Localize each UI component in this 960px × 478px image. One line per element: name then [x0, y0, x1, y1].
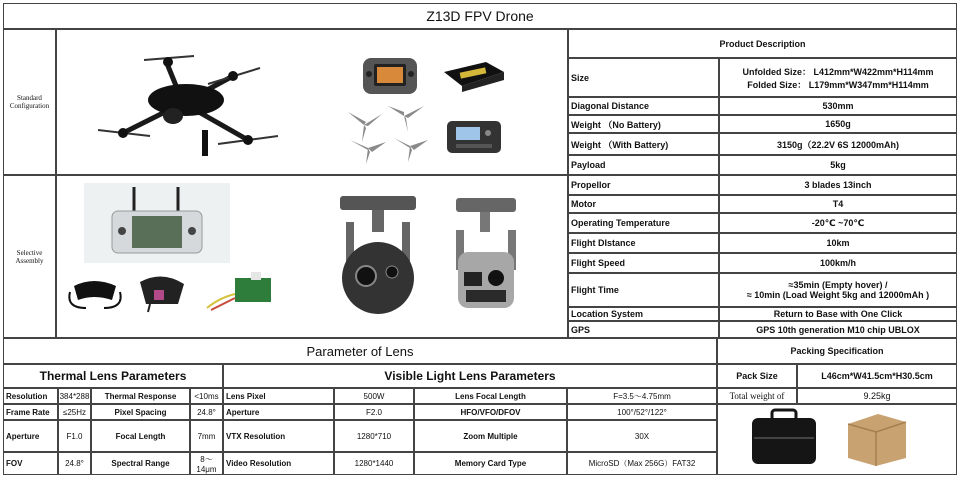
product-value: -20℃ ~70℃ — [719, 213, 957, 233]
lens-cell: 24.8° — [58, 452, 91, 475]
product-value: 10km — [719, 233, 957, 253]
product-label: Location System — [568, 307, 719, 321]
lens-cell: Zoom Multiple — [414, 420, 567, 452]
lens-cell: 384*288 — [58, 388, 91, 404]
lens-cell: Pixel Spacing — [91, 404, 190, 420]
product-label: Payload — [568, 155, 719, 175]
visible-heading: Visible Light Lens Parameters — [223, 364, 717, 388]
product-value: 100km/h — [719, 253, 957, 273]
product-value: 530mm — [719, 97, 957, 115]
product-label: Motor — [568, 195, 719, 213]
lens-heading: Parameter of Lens — [3, 338, 717, 364]
battery-icon — [440, 58, 508, 94]
lens-cell: Lens Pixel — [223, 388, 334, 404]
lens-cell: 30X — [567, 420, 717, 452]
lens-cell: 7mm — [190, 420, 223, 452]
product-value: GPS 10th generation M10 chip UBLOX — [719, 321, 957, 338]
lens-cell: Aperture — [3, 420, 58, 452]
product-description-heading: Product Description — [568, 29, 957, 58]
product-value: Unfolded Size： L412mm*W422mm*H114mm Folded Size： L179mm*W347mm*H114mm — [719, 58, 957, 97]
lens-cell: 1280*1440 — [334, 452, 414, 475]
lens-cell: 500W — [334, 388, 414, 404]
dual-lens-gimbal-icon — [336, 192, 420, 320]
lens-cell: ≤25Hz — [58, 404, 91, 420]
product-value: T4 — [719, 195, 957, 213]
lens-cell: <10ms — [190, 388, 223, 404]
product-value: Return to Base with One Click — [719, 307, 957, 321]
lens-cell: Aperture — [223, 404, 334, 420]
product-label: GPS — [568, 321, 719, 338]
product-value: 1650g — [719, 115, 957, 133]
product-label: Weight （No Battery) — [568, 115, 719, 133]
lens-cell: F2.0 — [334, 404, 414, 420]
lens-cell: Resolution — [3, 388, 58, 404]
lens-cell: 24.8° — [190, 404, 223, 420]
lens-cell: Focal Length — [91, 420, 190, 452]
product-label: Flight DIstance — [568, 233, 719, 253]
lens-cell: Lens Focal Length — [414, 388, 567, 404]
lens-cell: Thermal Response — [91, 388, 190, 404]
lens-cell: FOV — [3, 452, 58, 475]
lens-cell: Spectral Range — [91, 452, 190, 475]
charger-icon — [444, 118, 504, 156]
total-weight-value: 9.25kg — [797, 388, 957, 404]
pack-size-value: L46cm*W41.5cm*H30.5cm — [797, 364, 957, 388]
product-value: 3 blades 13inch — [719, 175, 957, 195]
lens-cell: 1280*710 — [334, 420, 414, 452]
product-label: Diagonal Distance — [568, 97, 719, 115]
product-label: Operating Temperature — [568, 213, 719, 233]
ground-station-icon — [84, 183, 230, 263]
lens-cell: Video Resolution — [223, 452, 334, 475]
page-title: Z13D FPV Drone — [3, 3, 957, 29]
product-label: Size — [568, 58, 719, 97]
lens-cell: VTX Resolution — [223, 420, 334, 452]
product-label: Flight Time — [568, 273, 719, 307]
product-label: Propellor — [568, 175, 719, 195]
lens-cell: 8～14μm — [190, 452, 223, 475]
thermal-heading: Thermal Lens Parameters — [3, 364, 223, 388]
selective-assembly-label: Selective Assembly — [3, 175, 56, 338]
packing-heading: Packing Specification — [717, 338, 957, 364]
product-label: Weight （With Battery) — [568, 133, 719, 155]
total-weight-label: Total weight of — [717, 388, 797, 404]
product-value: ≈35min (Empty hover) / ≈ 10min (Load Weight 5kg and 12000mAh ) — [719, 273, 957, 307]
vtx-board-icon — [205, 270, 275, 312]
pack-size-label: Pack Size — [717, 364, 797, 388]
lens-cell: MicroSD（Max 256G）FAT32 — [567, 452, 717, 475]
triple-lens-gimbal-icon — [450, 194, 522, 316]
product-value: 3150g（22.2V 6S 12000mAh) — [719, 133, 957, 155]
goggles-icon — [66, 272, 124, 312]
lens-cell: 100°/52°/122° — [567, 404, 717, 420]
standard-config-label: Standard Configuration — [3, 29, 56, 175]
payload-dropper-icon — [134, 272, 190, 314]
product-label: Flight Speed — [568, 253, 719, 273]
remote-controller-icon — [360, 52, 420, 98]
product-value: 5kg — [719, 155, 957, 175]
lens-cell: Memory Card Type — [414, 452, 567, 475]
lens-cell: F1.0 — [58, 420, 91, 452]
lens-cell: HFO/VFO/DFOV — [414, 404, 567, 420]
drone-icon — [78, 48, 290, 160]
lens-cell: F=3.5～4.75mm — [567, 388, 717, 404]
shipping-box-icon — [842, 408, 910, 470]
carry-case-icon — [748, 408, 820, 470]
propellers-icon — [344, 100, 432, 166]
lens-cell: Frame Rate — [3, 404, 58, 420]
